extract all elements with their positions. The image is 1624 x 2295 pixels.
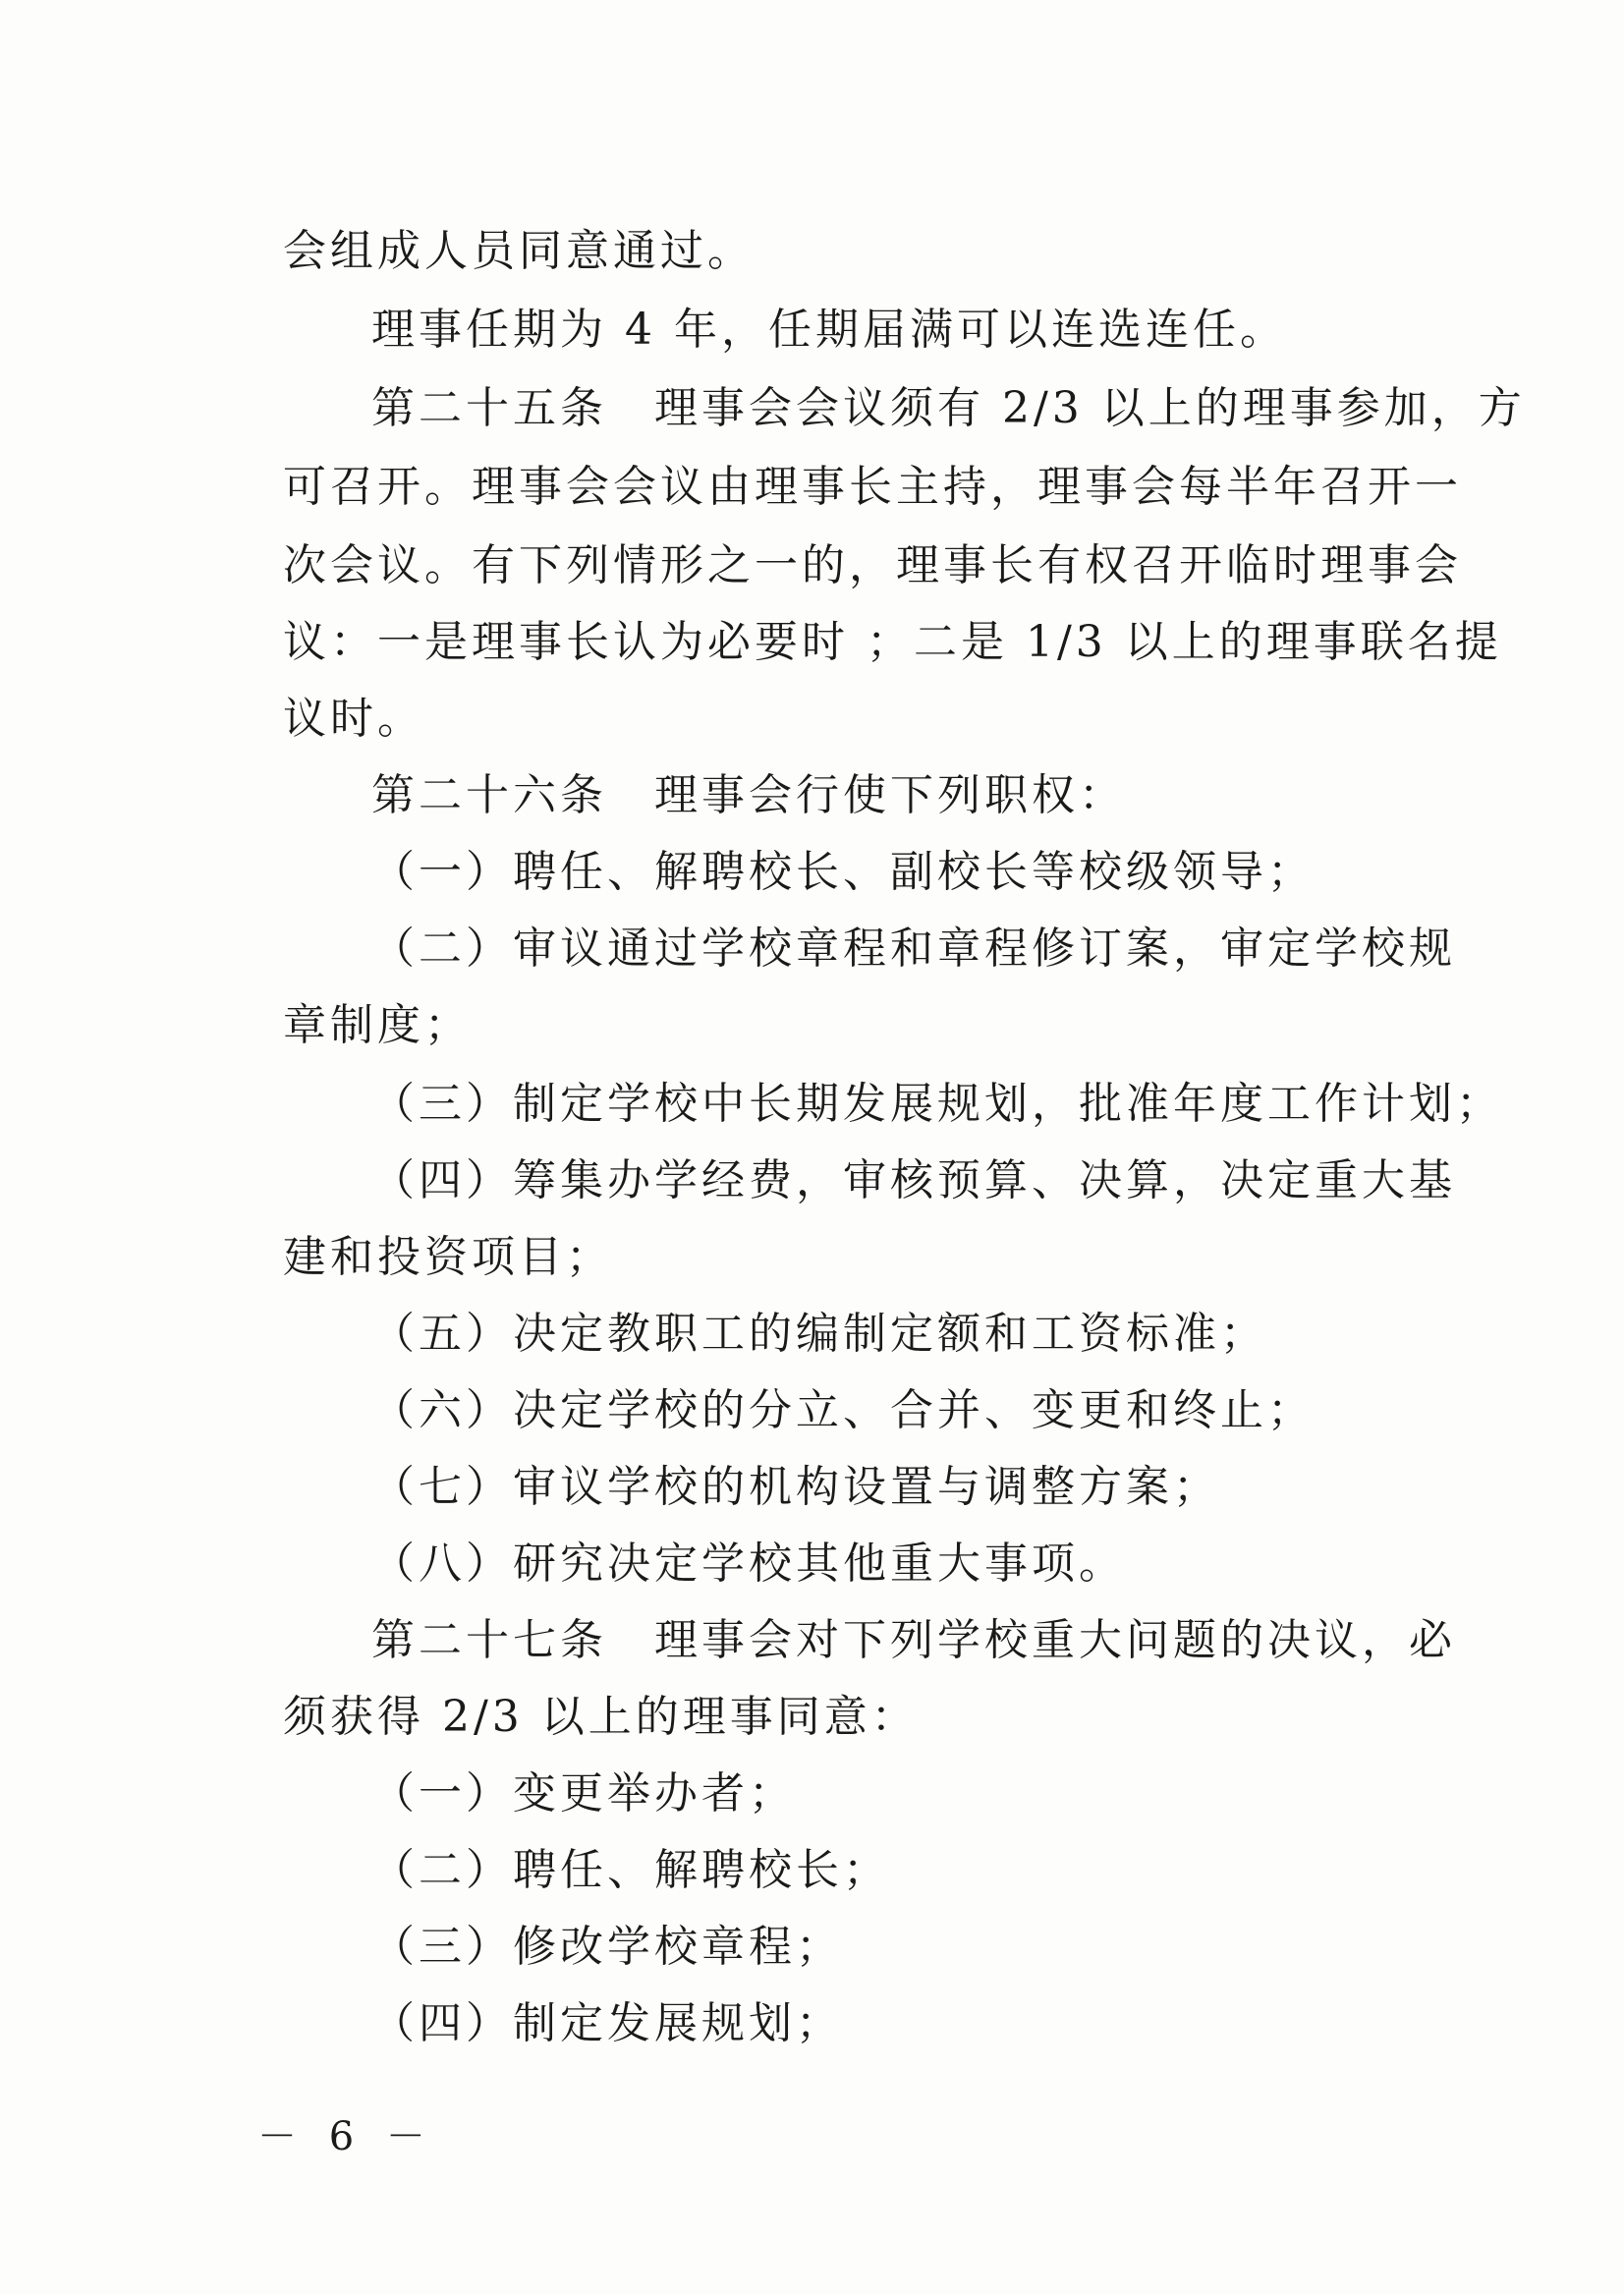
text-line: 次会议。有下列情形之一的，理事长有权召开临时理事会 bbox=[283, 540, 1462, 590]
text-line: 建和投资项目； bbox=[283, 1232, 613, 1282]
text-line: （三）修改学校章程； bbox=[371, 1922, 843, 1972]
text-line: 第二十七条 理事会对下列学校重大问题的决议，必 bbox=[371, 1615, 1456, 1665]
text-line: （二）审议通过学校章程和章程修订案，审定学校规 bbox=[371, 924, 1456, 974]
text-line: （七）审议学校的机构设置与调整方案； bbox=[371, 1462, 1220, 1512]
text-line: 章制度； bbox=[283, 1000, 472, 1050]
text-line: 可召开。理事会会议由理事长主持，理事会每半年召开一 bbox=[283, 462, 1462, 512]
text-line: 第二十五条 理事会会议须有 2/3 以上的理事参加，方 bbox=[371, 383, 1526, 433]
text-line: （四）筹集办学经费，审核预算、决算，决定重大基 bbox=[371, 1155, 1456, 1205]
text-line: （二）聘任、解聘校长； bbox=[371, 1845, 890, 1895]
text-line: 议时。 bbox=[283, 694, 424, 744]
text-line: （五）决定教职工的编制定额和工资标准； bbox=[371, 1309, 1267, 1359]
text-line: 须获得 2/3 以上的理事同意： bbox=[283, 1692, 919, 1742]
text-line: 会组成人员同意通过。 bbox=[283, 226, 755, 276]
page-number: － 6 － bbox=[257, 2114, 435, 2159]
text-line: （八）研究决定学校其他重大事项。 bbox=[371, 1539, 1126, 1589]
text-line: 第二十六条 理事会行使下列职权： bbox=[371, 770, 1126, 820]
text-line: （六）决定学校的分立、合并、变更和终止； bbox=[371, 1385, 1315, 1435]
text-line: （四）制定发展规划； bbox=[371, 1998, 843, 2048]
text-line: （一）聘任、解聘校长、副校长等校级领导； bbox=[371, 847, 1315, 897]
text-line: 理事任期为 4 年，任期届满可以连选连任。 bbox=[371, 305, 1287, 355]
text-line: 议：一是理事长认为必要时 ；二是 1/3 以上的理事联名提 bbox=[283, 617, 1502, 667]
text-line: （三）制定学校中长期发展规划，批准年度工作计划； bbox=[371, 1079, 1503, 1129]
text-line: （一）变更举办者； bbox=[371, 1768, 796, 1819]
